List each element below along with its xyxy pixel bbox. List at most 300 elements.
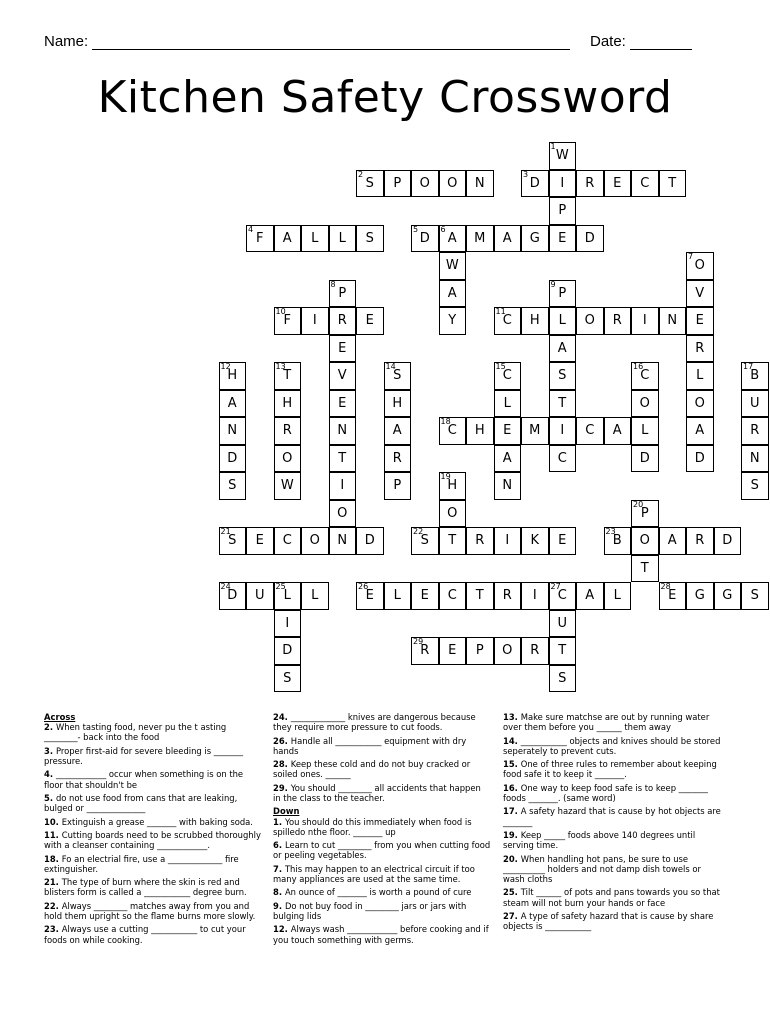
grid-letter: D: [227, 450, 238, 466]
grid-cell[interactable]: [439, 472, 467, 500]
grid-letter: C: [557, 450, 567, 466]
grid-cell[interactable]: [356, 307, 384, 335]
grid-letter: L: [283, 588, 291, 604]
clue-number: 22: [413, 527, 424, 536]
grid-letter: R: [530, 643, 540, 659]
clue-number: 13: [275, 362, 286, 371]
grid-cell[interactable]: [274, 390, 302, 418]
grid-letter: M: [474, 230, 486, 246]
grid-cell[interactable]: [714, 527, 742, 555]
grid-letter: E: [338, 395, 347, 411]
clue-item-number: 10.: [44, 816, 62, 827]
grid-letter: E: [503, 423, 512, 439]
grid-cell[interactable]: [301, 225, 329, 253]
grid-cell[interactable]: [274, 362, 302, 390]
grid-letter: U: [557, 615, 567, 631]
clue-item-text: Do not buy food in ________ jars or jars with bulging lids: [273, 900, 467, 921]
clue-item: [503, 911, 721, 931]
clue-item: [273, 864, 491, 884]
grid-cell[interactable]: [741, 390, 769, 418]
grid-cell[interactable]: [466, 582, 494, 610]
grid-cell[interactable]: [686, 362, 714, 390]
grid-cell[interactable]: [549, 665, 577, 693]
clue-number: 14: [385, 362, 396, 371]
grid-letter: B: [612, 533, 622, 549]
grid-cell[interactable]: [631, 170, 659, 198]
grid-cell[interactable]: [549, 362, 577, 390]
grid-letter: W: [445, 258, 459, 274]
grid-letter: O: [282, 450, 293, 466]
grid-cell[interactable]: [329, 445, 357, 473]
grid-cell[interactable]: [411, 637, 439, 665]
grid-cell[interactable]: [274, 527, 302, 555]
grid-letter: A: [557, 340, 567, 356]
grid-cell[interactable]: [329, 417, 357, 445]
grid-cell[interactable]: [604, 582, 632, 610]
grid-cell[interactable]: [466, 225, 494, 253]
clue-item: [44, 769, 262, 789]
grid-cell[interactable]: [631, 500, 659, 528]
grid-cell[interactable]: [549, 280, 577, 308]
grid-cell[interactable]: [219, 582, 247, 610]
grid-letter: E: [338, 340, 347, 356]
clue-item: [503, 783, 721, 803]
clue-item: [44, 901, 262, 921]
grid-cell[interactable]: [686, 307, 714, 335]
grid-letter: H: [392, 395, 403, 411]
clue-item: [503, 736, 721, 756]
grid-cell[interactable]: [494, 307, 522, 335]
grid-cell[interactable]: [246, 527, 274, 555]
grid-letter: A: [447, 285, 457, 301]
grid-cell[interactable]: [549, 527, 577, 555]
grid-cell[interactable]: [549, 390, 577, 418]
grid-letter: E: [558, 230, 567, 246]
grid-letter: D: [227, 588, 238, 604]
clue-number: 17: [743, 362, 754, 371]
clues-column-1: [44, 712, 262, 948]
grid-cell[interactable]: [741, 582, 769, 610]
grid-letter: T: [338, 450, 347, 466]
grid-letter: T: [283, 368, 292, 384]
grid-letter: K: [530, 533, 540, 549]
clue-item-text: Make sure matchse are out by running water over them before you ______ them away: [503, 712, 710, 733]
grid-cell[interactable]: [549, 582, 577, 610]
clue-item-number: 28.: [273, 759, 291, 770]
grid-cell[interactable]: [604, 417, 632, 445]
grid-cell[interactable]: [246, 225, 274, 253]
grid-cell[interactable]: [686, 252, 714, 280]
clue-item: [273, 759, 491, 779]
grid-cell[interactable]: [439, 417, 467, 445]
grid-letter: O: [309, 533, 320, 549]
clue-number: 9: [550, 279, 556, 289]
grid-letter: C: [502, 313, 512, 329]
grid-cell[interactable]: [631, 445, 659, 473]
grid-cell[interactable]: [439, 170, 467, 198]
grid-letter: H: [474, 423, 485, 439]
grid-cell[interactable]: [494, 582, 522, 610]
grid-letter: O: [639, 395, 650, 411]
grid-cell[interactable]: [329, 307, 357, 335]
clue-item-text: Proper first-aid for severe bleeding is _______ pressure.: [44, 745, 244, 766]
clue-item-number: 19.: [503, 829, 521, 840]
grid-cell[interactable]: [439, 252, 467, 280]
grid-cell[interactable]: [439, 307, 467, 335]
clue-item-text: do not use food from cans that are leaking, bulged or ______________: [44, 792, 238, 814]
grid-cell[interactable]: [659, 307, 687, 335]
grid-cell[interactable]: [329, 280, 357, 308]
grid-cell[interactable]: [631, 307, 659, 335]
grid-cell[interactable]: [219, 362, 247, 390]
grid-letter: T: [475, 588, 484, 604]
clue-item-text: A type of safety hazard that is cause by share objects is ___________: [503, 910, 714, 932]
date-label: Date:: [590, 33, 626, 50]
grid-cell[interactable]: [384, 390, 412, 418]
grid-letter: H: [447, 478, 458, 494]
clue-number: 15: [495, 362, 506, 371]
grid-cell[interactable]: [521, 637, 549, 665]
grid-cell[interactable]: [411, 225, 439, 253]
clue-number: 12: [220, 362, 231, 371]
grid-cell[interactable]: [274, 665, 302, 693]
grid-letter: U: [749, 395, 760, 411]
grid-letter: G: [529, 230, 540, 246]
grid-cell[interactable]: [494, 527, 522, 555]
clue-number: 21: [220, 527, 231, 536]
grid-cell[interactable]: [356, 582, 384, 610]
grid-letter: H: [529, 313, 540, 329]
grid-cell[interactable]: [466, 637, 494, 665]
clue-item-number: 9.: [273, 900, 285, 911]
grid-cell[interactable]: [439, 500, 467, 528]
grid-cell[interactable]: [439, 280, 467, 308]
grid-letter: P: [393, 175, 402, 191]
grid-letter: O: [337, 505, 348, 521]
grid-letter: H: [282, 395, 293, 411]
grid-cell[interactable]: [301, 307, 329, 335]
grid-letter: D: [694, 450, 705, 466]
grid-letter: N: [337, 423, 348, 439]
grid-cell[interactable]: [329, 335, 357, 363]
clue-item-number: 29.: [273, 782, 291, 793]
clue-item: [273, 817, 491, 837]
grid-cell[interactable]: [494, 417, 522, 445]
grid-cell[interactable]: [466, 170, 494, 198]
grid-cell[interactable]: [549, 610, 577, 638]
grid-cell[interactable]: [521, 225, 549, 253]
grid-cell[interactable]: [329, 500, 357, 528]
grid-cell[interactable]: [274, 610, 302, 638]
grid-letter: T: [448, 533, 457, 549]
grid-cell[interactable]: [411, 582, 439, 610]
grid-cell[interactable]: [576, 582, 604, 610]
grid-cell[interactable]: [686, 582, 714, 610]
grid-letter: N: [227, 423, 238, 439]
grid-cell[interactable]: [659, 582, 687, 610]
grid-cell[interactable]: [219, 472, 247, 500]
grid-cell[interactable]: [494, 362, 522, 390]
grid-cell[interactable]: [439, 527, 467, 555]
grid-letter: R: [502, 588, 512, 604]
grid-cell[interactable]: [576, 417, 604, 445]
grid-letter: S: [365, 230, 374, 246]
clue-item-number: 24.: [273, 712, 291, 722]
grid-cell[interactable]: [549, 637, 577, 665]
clue-number: 3: [523, 169, 529, 179]
grid-letter: N: [667, 313, 678, 329]
clue-item: [44, 746, 262, 766]
grid-cell[interactable]: [329, 390, 357, 418]
clue-number: 8: [330, 279, 336, 289]
grid-cell[interactable]: [301, 582, 329, 610]
grid-cell[interactable]: [494, 637, 522, 665]
grid-letter: F: [256, 230, 264, 246]
grid-cell[interactable]: [439, 225, 467, 253]
grid-cell[interactable]: [356, 527, 384, 555]
grid-cell[interactable]: [439, 582, 467, 610]
clue-item-number: 2.: [44, 722, 56, 733]
grid-cell[interactable]: [549, 417, 577, 445]
clue-item: [503, 759, 721, 779]
grid-cell[interactable]: [741, 362, 769, 390]
grid-cell[interactable]: [384, 417, 412, 445]
grid-cell[interactable]: [714, 582, 742, 610]
grid-cell[interactable]: [494, 390, 522, 418]
grid-cell[interactable]: [246, 582, 274, 610]
grid-cell[interactable]: [549, 142, 577, 170]
grid-cell[interactable]: [604, 527, 632, 555]
grid-cell[interactable]: [274, 445, 302, 473]
grid-cell[interactable]: [659, 170, 687, 198]
grid-letter: S: [283, 670, 292, 686]
grid-letter: I: [340, 478, 345, 494]
grid-cell[interactable]: [604, 307, 632, 335]
clue-number: 18: [440, 417, 451, 426]
clue-item-text: When tasting food, never pu the t asting ________- back into the food: [44, 722, 227, 743]
grid-letter: R: [695, 340, 705, 356]
grid-letter: P: [393, 478, 402, 494]
grid-letter: R: [420, 643, 430, 659]
grid-cell[interactable]: [521, 527, 549, 555]
grid-cell[interactable]: [274, 417, 302, 445]
grid-cell[interactable]: [576, 170, 604, 198]
clue-item: [44, 793, 262, 813]
clue-number: 26: [358, 582, 369, 591]
grid-letter: D: [364, 533, 375, 549]
grid-letter: A: [585, 588, 595, 604]
grid-cell[interactable]: [686, 335, 714, 363]
grid-cell[interactable]: [384, 170, 412, 198]
grid-letter: I: [505, 533, 510, 549]
grid-letter: G: [722, 588, 733, 604]
grid-letter: S: [228, 533, 237, 549]
grid-cell[interactable]: [521, 417, 549, 445]
clue-number: 7: [688, 252, 694, 261]
grid-letter: H: [227, 368, 238, 384]
grid-cell[interactable]: [549, 335, 577, 363]
grid-cell[interactable]: [686, 527, 714, 555]
grid-letter: T: [668, 175, 677, 191]
grid-cell[interactable]: [631, 362, 659, 390]
clue-item-number: 14.: [503, 735, 521, 746]
grid-letter: P: [558, 203, 567, 219]
grid-cell[interactable]: [411, 170, 439, 198]
clue-item: [503, 854, 721, 885]
grid-cell[interactable]: [576, 307, 604, 335]
grid-cell[interactable]: [494, 225, 522, 253]
clue-item-number: 3.: [44, 745, 56, 756]
grid-letter: E: [255, 533, 264, 549]
clue-item-text: One of three rules to remember about keeping food safe it to keep it _______.: [503, 759, 717, 780]
grid-letter: O: [419, 175, 430, 191]
clue-item: [503, 806, 721, 826]
grid-letter: C: [640, 368, 650, 384]
clue-number: 27: [550, 582, 561, 591]
grid-cell[interactable]: [604, 170, 632, 198]
grid-letter: C: [282, 533, 292, 549]
grid-cell[interactable]: [384, 445, 412, 473]
grid-letter: N: [749, 450, 760, 466]
grid-cell[interactable]: [521, 582, 549, 610]
grid-cell[interactable]: [521, 170, 549, 198]
grid-cell[interactable]: [631, 390, 659, 418]
grid-letter: L: [393, 588, 401, 604]
clue-item-number: 8.: [273, 887, 285, 898]
grid-cell[interactable]: [466, 527, 494, 555]
clue-number: 10: [275, 307, 286, 316]
grid-cell[interactable]: [686, 445, 714, 473]
clue-item-number: 20.: [503, 853, 521, 864]
grid-cell[interactable]: [549, 225, 577, 253]
grid-letter: R: [392, 450, 402, 466]
clue-number: 2: [358, 169, 364, 179]
grid-cell[interactable]: [356, 225, 384, 253]
clue-item: [273, 887, 491, 897]
grid-letter: Y: [448, 313, 457, 329]
grid-letter: B: [750, 368, 760, 384]
grid-letter: E: [420, 588, 429, 604]
clue-item: [503, 830, 721, 850]
clue-item-text: An ounce of _______ is worth a pound of cure: [284, 887, 472, 898]
clue-item-number: 1.: [273, 816, 285, 827]
grid-letter: R: [612, 313, 622, 329]
grid-letter: L: [311, 230, 319, 246]
clue-item-number: 27.: [503, 910, 521, 921]
clue-item-text: Always ________ matches away from you and hold them upright so the flame burns more slowly.: [44, 900, 256, 921]
grid-cell[interactable]: [686, 280, 714, 308]
grid-cell[interactable]: [686, 390, 714, 418]
grid-letter: D: [639, 450, 650, 466]
grid-cell[interactable]: [494, 472, 522, 500]
grid-cell[interactable]: [384, 582, 412, 610]
grid-letter: U: [254, 588, 265, 604]
grid-cell[interactable]: [274, 307, 302, 335]
grid-letter: T: [640, 560, 649, 576]
grid-cell[interactable]: [549, 307, 577, 335]
grid-letter: L: [503, 395, 511, 411]
grid-cell[interactable]: [329, 362, 357, 390]
grid-cell[interactable]: [466, 417, 494, 445]
clue-number: 5: [413, 224, 419, 234]
grid-cell[interactable]: [356, 170, 384, 198]
grid-cell[interactable]: [219, 417, 247, 445]
grid-cell[interactable]: [329, 527, 357, 555]
grid-cell[interactable]: [274, 582, 302, 610]
clue-number: 1: [550, 142, 556, 151]
clue-item: [273, 840, 491, 860]
clue-item-number: 5.: [44, 792, 56, 803]
grid-cell[interactable]: [439, 637, 467, 665]
clue-number: 29: [413, 637, 424, 646]
clue-item: [44, 817, 262, 827]
grid-cell[interactable]: [549, 197, 577, 225]
grid-cell[interactable]: [219, 527, 247, 555]
grid-letter: O: [694, 258, 705, 274]
clue-item-number: 23.: [44, 924, 62, 935]
clue-number: 4: [248, 224, 254, 234]
name-label: Name:: [44, 33, 89, 50]
grid-letter: T: [558, 643, 567, 659]
clue-item-text: Handle all ___________ equipment with dry hands: [273, 735, 467, 756]
grid-cell[interactable]: [384, 472, 412, 500]
grid-cell[interactable]: [576, 225, 604, 253]
grid-cell[interactable]: [329, 225, 357, 253]
grid-letter: I: [285, 615, 290, 631]
grid-cell[interactable]: [631, 527, 659, 555]
clue-item-text: Extinguish a grease _______ with baking soda.: [61, 816, 253, 827]
grid-cell[interactable]: [741, 445, 769, 473]
grid-letter: C: [640, 175, 650, 191]
grid-cell[interactable]: [411, 527, 439, 555]
grid-cell[interactable]: [384, 362, 412, 390]
grid-cell[interactable]: [219, 445, 247, 473]
grid-cell[interactable]: [329, 472, 357, 500]
clue-item-text: Always use a cutting ___________ to cut your foods on while cooking.: [44, 924, 246, 945]
grid-cell[interactable]: [274, 472, 302, 500]
grid-cell[interactable]: [631, 417, 659, 445]
grid-letter: A: [502, 230, 512, 246]
grid-letter: I: [560, 423, 565, 439]
grid-letter: S: [558, 670, 567, 686]
grid-cell[interactable]: [659, 527, 687, 555]
grid-cell[interactable]: [274, 637, 302, 665]
grid-cell[interactable]: [549, 170, 577, 198]
grid-letter: L: [613, 588, 621, 604]
grid-cell[interactable]: [521, 307, 549, 335]
clue-item: [44, 877, 262, 897]
grid-letter: S: [420, 533, 429, 549]
grid-cell[interactable]: [549, 445, 577, 473]
grid-cell[interactable]: [741, 417, 769, 445]
grid-letter: T: [558, 395, 567, 411]
grid-cell[interactable]: [741, 472, 769, 500]
clue-number: 28: [660, 582, 671, 591]
grid-cell[interactable]: [274, 225, 302, 253]
grid-cell[interactable]: [631, 555, 659, 583]
clues-column-3: [503, 712, 721, 935]
grid-letter: C: [502, 368, 512, 384]
grid-cell[interactable]: [494, 445, 522, 473]
grid-cell[interactable]: [219, 390, 247, 418]
grid-cell[interactable]: [301, 527, 329, 555]
clue-item-text: Learn to cut ________ from you when cutting food or peeling vegetables.: [273, 840, 491, 861]
grid-letter: W: [555, 148, 569, 164]
grid-letter: O: [447, 505, 458, 521]
page-title: Kitchen Safety Crossword: [97, 72, 673, 123]
grid-letter: S: [228, 478, 237, 494]
grid-cell[interactable]: [686, 417, 714, 445]
